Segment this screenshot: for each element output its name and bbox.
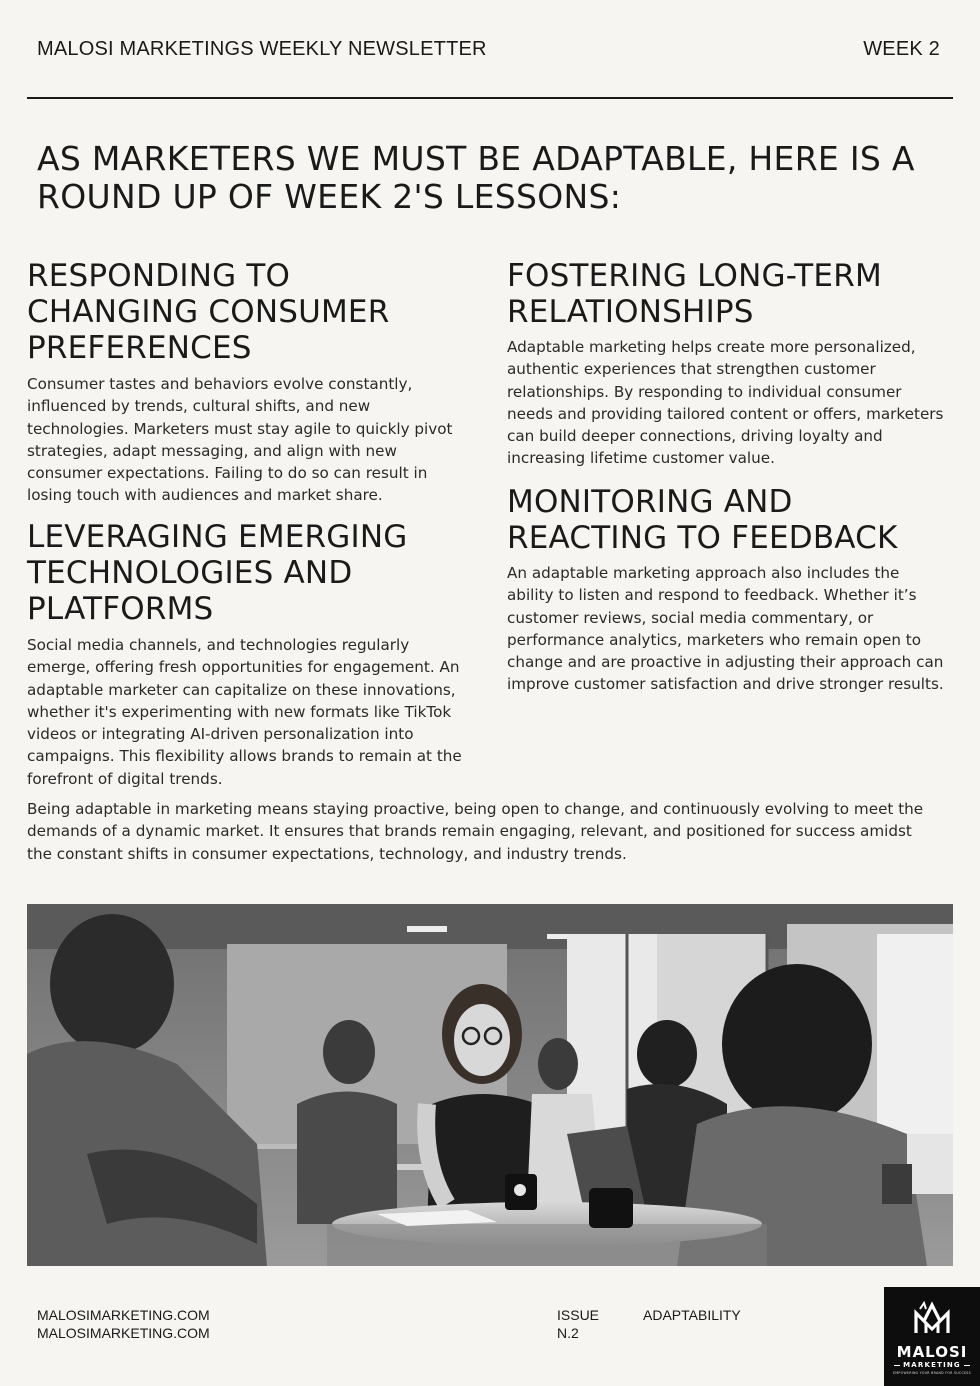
footer-website-2[interactable]: MALOSIMARKETING.COM — [37, 1325, 210, 1341]
page-headline: AS MARKETERS WE MUST BE ADAPTABLE, HERE IS A ROUND UP OF WEEK 2'S LESSONS: — [37, 139, 915, 216]
section-body: Consumer tastes and behaviors evolve constantly, influenced by trends, cultural shifts, and new technologies. Marketers must stay agile to quickly pivot strategies, adapt messaging, and align with new consumer expectations. Failing to do so can result in losing touch with audiences and market share. — [27, 375, 453, 505]
section-consumer-preferences — [27, 258, 467, 507]
logo-tagline: EMPOWERING YOUR BRAND FOR SUCCESS — [893, 1371, 971, 1375]
section-title: LEVERAGING EMERGING TECHNOLOGIES AND PLATFORMS — [27, 519, 408, 627]
section-monitoring-feedback — [507, 484, 947, 696]
issue-topic: ADAPTABILITY — [643, 1307, 741, 1323]
section-title: FOSTERING LONG-TERM RELATIONSHIPS — [507, 258, 882, 330]
section-emerging-technologies — [27, 519, 467, 790]
issue-number: N.2 — [557, 1325, 579, 1341]
header-divider — [27, 97, 953, 99]
section-body: Social media channels, and technologies regularly emerge, offering fresh opportunities for engagement. An adaptable marketer can capitalize on these innovations, whether it's experimenting with new formats like TikTok videos or integrating AI-driven personalization into campaigns. This flexibility allows brands to remain at the forefront of digital trends. — [27, 636, 462, 788]
week-label: WEEK 2 — [863, 38, 940, 60]
section-body: Adaptable marketing helps create more personalized, authentic experiences that strengthen customer relationships. By responding to individual consumer needs and providing tailored content or offers, marketers can build deeper connections, driving loyalty and increasing lifetime customer value. — [507, 338, 944, 468]
section-title: MONITORING AND REACTING TO FEEDBACK — [507, 484, 898, 556]
issue-label: ISSUE — [557, 1307, 600, 1323]
crown-m-icon — [912, 1299, 952, 1337]
section-long-term-relationships — [507, 258, 947, 470]
logo-name: MALOSI — [896, 1343, 968, 1361]
footer-website-1[interactable]: MALOSIMARKETING.COM — [37, 1307, 210, 1323]
newsletter-title: MALOSI MARKETINGS WEEKLY NEWSLETTER — [37, 38, 487, 60]
malosi-logo — [884, 1287, 980, 1386]
conclusion-paragraph: Being adaptable in marketing means staying proactive, being open to change, and continuously evolving to meet the demands of a dynamic market. It ensures that brands remain engaging, relevant, and positioned for success amidst the constant shifts in consumer expectations, technology, and industry trends. — [27, 800, 924, 863]
logo-subtitle: MARKETING — [903, 1361, 961, 1369]
section-title: RESPONDING TO CHANGING CONSUMER PREFERENCES — [27, 258, 390, 366]
team-photo — [27, 904, 953, 1266]
section-body: An adaptable marketing approach also includes the ability to listen and respond to feedback. Whether it’s customer reviews, social media commentary, or performance analytics, marketers who remain open to change and are proactive in adjusting their approach can improve customer satisfaction and drive stronger results. — [507, 564, 944, 694]
